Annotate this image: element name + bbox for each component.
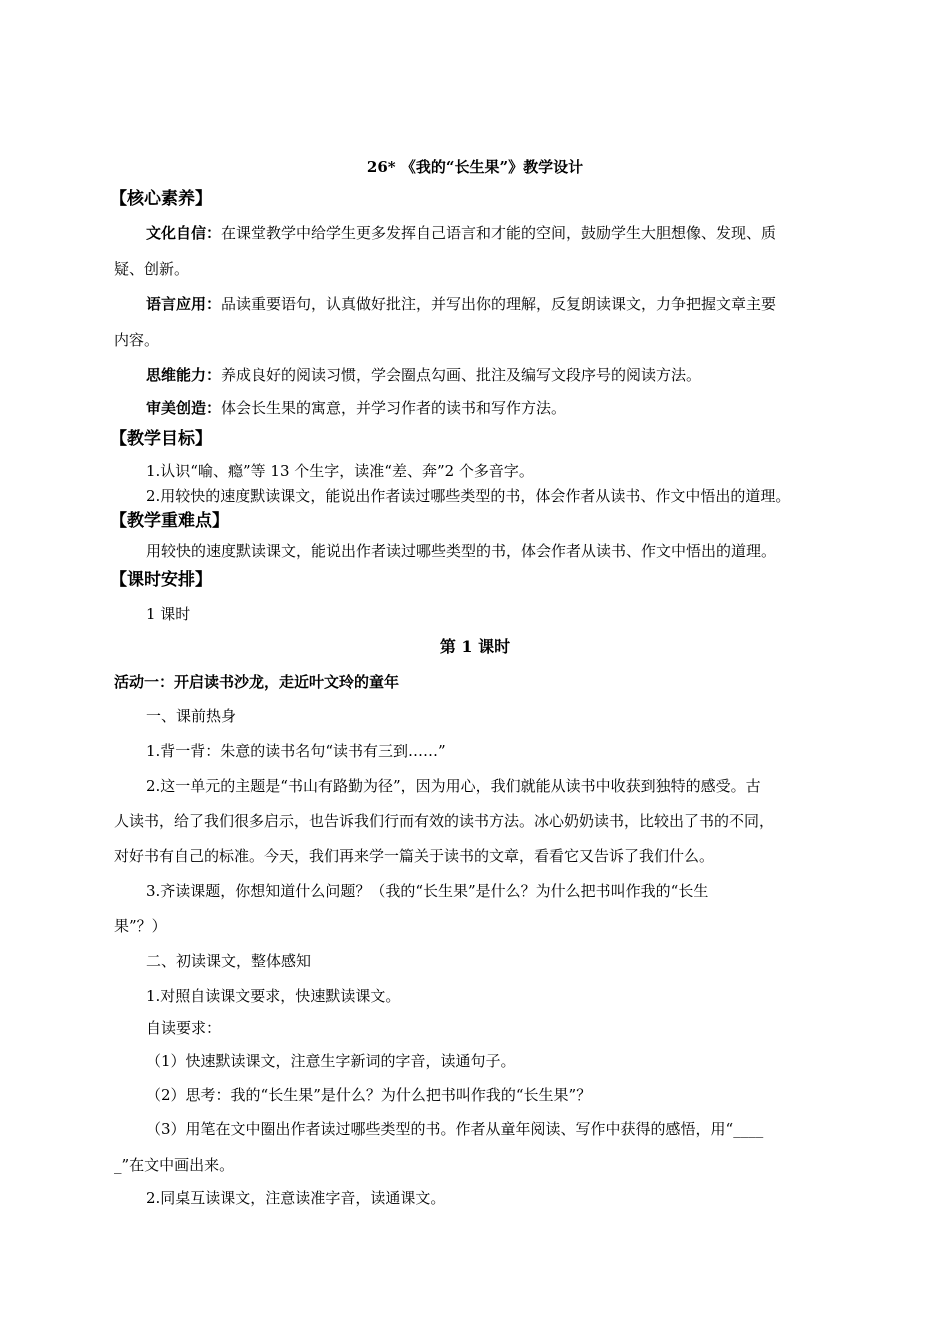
requirement-item: （1）快速默读课文，注意生字新词的字音，读通句子。 — [146, 1052, 516, 1070]
schedule-text: 1 课时 — [146, 605, 191, 623]
paragraph-cont: 对好书有自己的标准。今天，我们再来学一篇关于读书的文章，看看它又告诉了我们什么。 — [114, 847, 715, 865]
goal-item: 2.用较快的速度默读课文，能说出作者读过哪些类型的书，体会作者从读书、作文中悟出的道理。 — [146, 487, 791, 505]
requirement-item: （2）思考：我的“长生果”是什么？为什么把书叫作我的“长生果”？ — [146, 1086, 592, 1104]
core-thinking — [146, 365, 864, 385]
core-culture-label: 文化自信： — [146, 224, 222, 242]
core-aesthetic — [146, 398, 864, 418]
section-heading-key: 【教学重难点】 — [110, 511, 229, 531]
paragraph: 2.同桌互读课文，注意读准字音，读通课文。 — [146, 1189, 446, 1207]
core-culture-cont: 疑、创新。 — [114, 260, 190, 278]
core-culture-text: 在课堂教学中给学生更多发挥自己语言和才能的空间，鼓励学生大胆想像、发现、质 — [221, 224, 777, 242]
core-language — [146, 294, 864, 314]
part-heading: 二、初读课文，整体感知 — [146, 952, 312, 970]
core-aesthetic-text: 体会长生果的寓意，并学习作者的读书和写作方法。 — [221, 399, 567, 417]
paragraph: 1.背一背：朱意的读书名句“读书有三到……” — [146, 742, 446, 760]
core-language-text: 品读重要语句，认真做好批注，并写出你的理解，反复朗读课文，力争把握文章主要 — [221, 295, 777, 313]
part-heading: 一、课前热身 — [146, 707, 237, 725]
requirement-item: （3）用笔在文中圈出作者读过哪些类型的书。作者从童年阅读、写作中获得的感悟，用“____ — [146, 1120, 764, 1138]
requirement-item-cont: _”在文中画出来。 — [114, 1156, 235, 1174]
core-culture — [146, 223, 864, 243]
paragraph: 自读要求： — [146, 1019, 222, 1037]
paragraph-cont: 人读书，给了我们很多启示，也告诉我们行而有效的读书方法。冰心奶奶读书，比较出了书的不同， — [114, 812, 775, 830]
core-language-label: 语言应用： — [146, 295, 222, 313]
document-title: 26* 《我的“长生果”》教学设计 — [366, 158, 584, 176]
section-heading-goals: 【教学目标】 — [110, 429, 212, 449]
section-heading-core: 【核心素养】 — [110, 189, 212, 209]
activity-heading: 活动一：开启读书沙龙，走近叶文玲的童年 — [114, 673, 400, 691]
paragraph: 2.这一单元的主题是“书山有路勤为径”，因为用心，我们就能从读书中收获到独特的感受。古 — [146, 777, 761, 795]
paragraph: 3.齐读课题，你想知道什么问题？（我的“长生果”是什么？为什么把书叫作我的“长生 — [146, 882, 709, 900]
key-text: 用较快的速度默读课文，能说出作者读过哪些类型的书，体会作者从读书、作文中悟出的道理。 — [146, 542, 777, 560]
paragraph: 1.对照自读课文要求，快速默读课文。 — [146, 987, 401, 1005]
core-language-cont: 内容。 — [114, 331, 160, 349]
core-aesthetic-label: 审美创造： — [146, 399, 222, 417]
core-thinking-text: 养成良好的阅读习惯，学会圈点勾画、批注及编写文段序号的阅读方法。 — [221, 366, 702, 384]
paragraph-cont: 果”？） — [114, 917, 167, 935]
section-heading-schedule: 【课时安排】 — [110, 570, 212, 590]
lesson-title: 第 1 课时 — [439, 637, 511, 656]
goal-item: 1.认识“喻、瘾”等 13 个生字，读准“差、奔”2 个多音字。 — [146, 462, 534, 480]
core-thinking-label: 思维能力： — [146, 366, 222, 384]
